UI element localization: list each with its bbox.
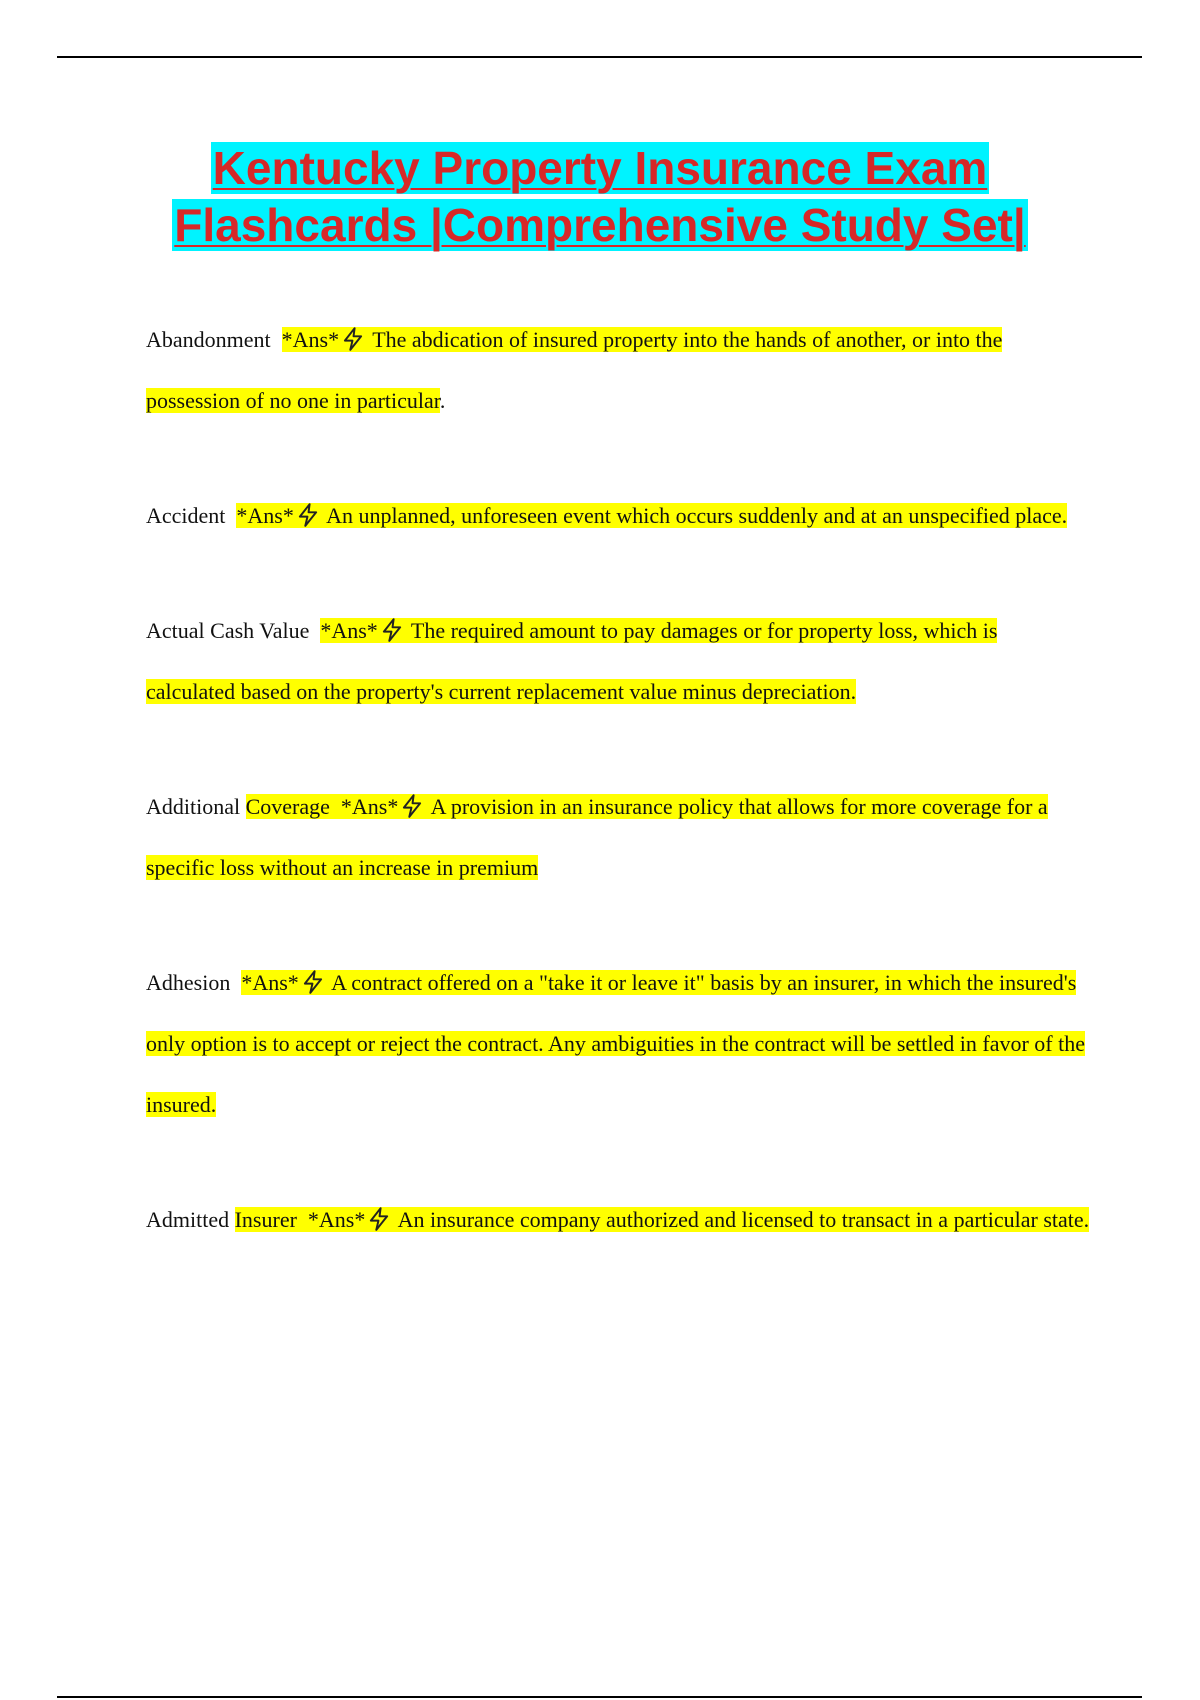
flashcard-entry [146,600,1091,722]
entry-answer [235,1207,1090,1232]
ans-marker: *Ans* [241,970,299,995]
ans-marker: *Ans* [340,794,399,819]
top-rule [57,56,1142,58]
entry-definition: An insurance company authorized and licensed to transact in a particular state. [393,1207,1090,1232]
lightning-bolt-icon [379,617,405,643]
entry-definition: A provision in an insurance policy that allows for more coverage for a specific loss without an increase in premium [146,794,1048,880]
entry-definition: The required amount to pay damages or for property loss, which is calculated based on the property's current replacement value minus depreciation. [146,618,998,704]
entry-term-plain: Admitted [146,1207,230,1232]
entry-term: Accident [146,503,226,528]
lightning-bolt-icon [340,326,366,352]
flashcard-entry: Abandonment *Ans* The abdication of insured property into the hands of another, or into the possession of no one in particular. [146,327,1003,413]
lightning-bolt-icon [399,793,425,819]
lightning-bolt-icon [300,969,326,995]
flashcard-list [146,309,1091,1304]
flashcard-entry [146,485,1091,546]
bottom-rule [57,1696,1142,1698]
lightning-bolt-icon [295,502,321,528]
flashcard-entry [146,776,1091,898]
entry-answer [146,327,1002,413]
entry-definition: The abdication of insured property into the hands of another, or into the possession of no one in particular [146,327,1003,413]
entry-answer [146,794,1048,880]
entry-answer [236,503,1067,528]
entry-term-highlighted: Insurer [234,1207,297,1232]
entry-term-plain: Additional [146,794,241,819]
ans-marker: *Ans* [281,327,340,352]
entry-definition: An unplanned, unforeseen event which occurs suddenly and at an unspecified place. [321,503,1068,528]
title-line-1: Kentucky Property Insurance Exam [212,142,988,194]
ans-marker: *Ans* [320,618,378,643]
flashcard-entry [146,1189,1091,1250]
entry-term: Actual Cash Value [146,618,310,643]
entry-answer [146,970,1085,1117]
flashcard-entry [146,952,1091,1135]
title-line-2: Flashcards |Comprehensive Study Set| [174,199,1026,251]
entry-term: Abandonment [146,327,271,352]
lightning-bolt-icon [366,1206,392,1232]
ans-marker: *Ans* [307,1207,366,1232]
entry-definition: A contract offered on a "take it or leave it" basis by an insurer, in which the insured's only option is to accept or reject the contract. Any ambiguities in the contract will be settled in favor of the insured. [146,970,1085,1117]
entry-term: Adhesion [146,970,231,995]
ans-marker: *Ans* [236,503,294,528]
entry-term-highlighted: Coverage [245,794,330,819]
document-title [0,140,1200,254]
